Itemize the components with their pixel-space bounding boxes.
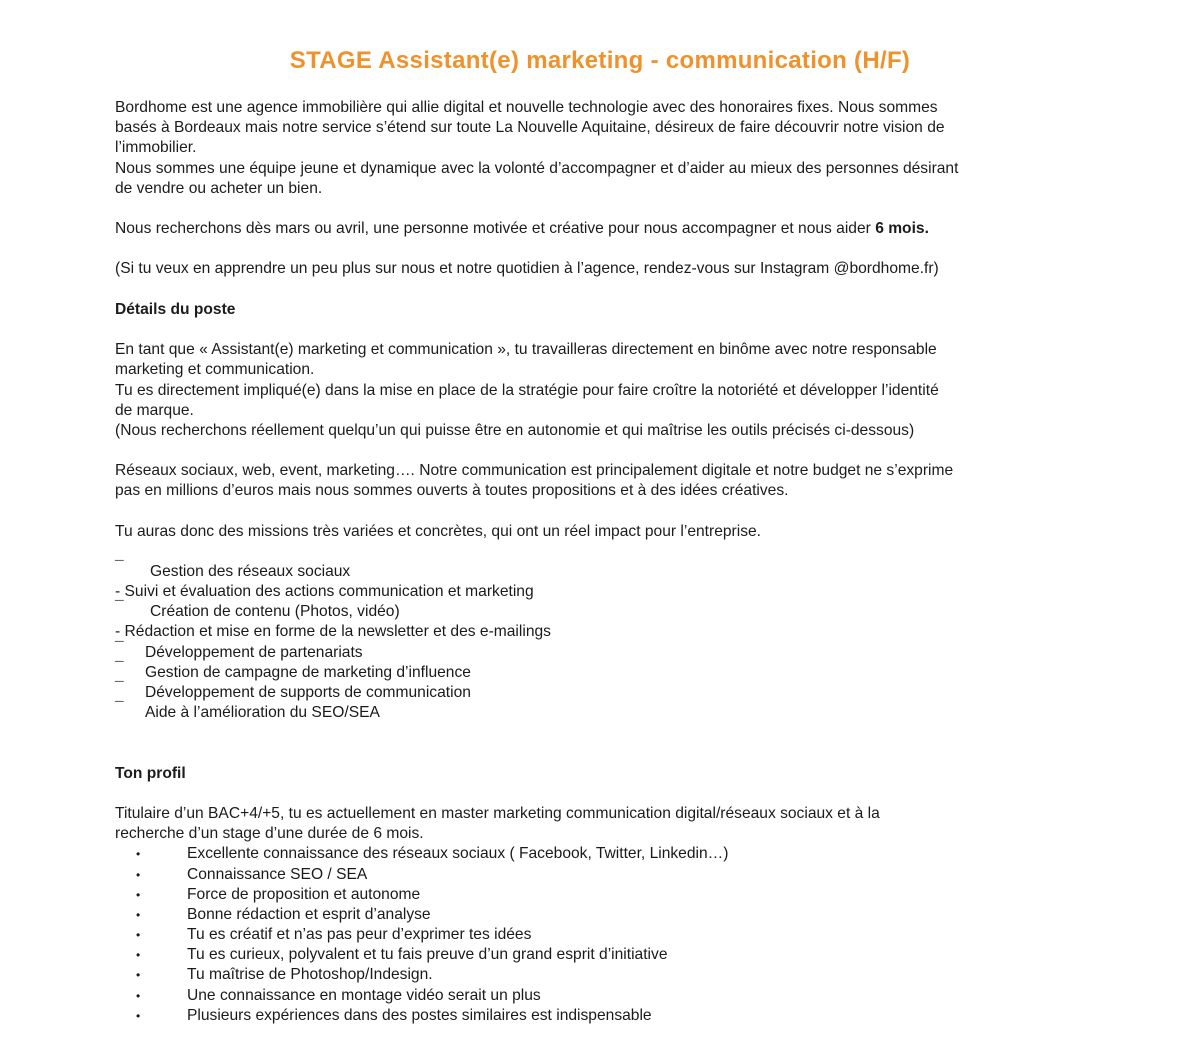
dash-icon: ¯ bbox=[115, 660, 124, 677]
details-line: marketing et communication. bbox=[115, 361, 315, 378]
details-line: Réseaux sociaux, web, event, marketing…. Notre communication est principalement digitale et notre budget ne s’exprime bbox=[115, 462, 954, 479]
page-title: STAGE Assistant(e) marketing - communication (H/F) bbox=[289, 47, 911, 74]
mission-text: - Suivi et évaluation des actions communication et marketing bbox=[115, 583, 534, 600]
bullet-icon: • bbox=[136, 847, 141, 861]
mission-text: Gestion de campagne de marketing d’influence bbox=[145, 664, 471, 681]
profile-bullet-text: Connaissance SEO / SEA bbox=[187, 866, 368, 883]
dash-icon: ¯ bbox=[115, 640, 124, 657]
profile-bullet-text: Force de proposition et autonome bbox=[187, 886, 421, 903]
bullet-icon: • bbox=[136, 928, 141, 942]
bullet-icon: • bbox=[136, 968, 141, 982]
bullet-icon: • bbox=[136, 888, 141, 902]
profile-bullet-text: Tu es créatif et n’as pas peur d’exprimer tes idées bbox=[187, 926, 532, 943]
bullet-icon: • bbox=[136, 1009, 141, 1023]
details-line: Tu es directement impliqué(e) dans la mise en place de la stratégie pour faire croître la notoriété et développer l’identité bbox=[115, 382, 939, 399]
profile-bullet-text: Une connaissance en montage vidéo serait un plus bbox=[187, 987, 541, 1004]
profile-bullet-text: Bonne rédaction et esprit d’analyse bbox=[187, 906, 431, 923]
dash-icon: ¯ bbox=[115, 599, 124, 616]
profile-line: Titulaire d’un BAC+4/+5, tu es actuellement en master marketing communication digital/réseaux sociaux et à la bbox=[115, 805, 880, 822]
mission-text: Gestion des réseaux sociaux bbox=[150, 563, 351, 580]
bullet-icon: • bbox=[136, 908, 141, 922]
profile-bullet-text: Plusieurs expériences dans des postes similaires est indispensable bbox=[187, 1007, 652, 1024]
mission-text: Développement de partenariats bbox=[145, 644, 363, 661]
dash-icon: ¯ bbox=[115, 559, 124, 576]
search-text: Nous recherchons dès mars ou avril, une personne motivée et créative pour nous accompagner et nous aider bbox=[115, 220, 876, 237]
intro-line: de vendre ou acheter un bien. bbox=[115, 180, 323, 197]
dash-icon: ¯ bbox=[115, 680, 124, 697]
details-line: (Nous recherchons réellement quelqu’un qui puisse être en autonomie et qui maîtrise les outils précisés ci-dessous) bbox=[115, 422, 915, 439]
details-line: de marque. bbox=[115, 402, 194, 419]
dash-icon: ¯ bbox=[115, 700, 124, 717]
intro-line: basés à Bordeaux mais notre service s’étend sur toute La Nouvelle Aquitaine, désireux de faire découvrir notre vision de bbox=[115, 119, 945, 136]
details-line: Tu auras donc des missions très variées et concrètes, qui ont un réel impact pour l’entreprise. bbox=[115, 523, 762, 540]
bullet-icon: • bbox=[136, 948, 141, 962]
profile-bullet-text: Tu maîtrise de Photoshop/Indesign. bbox=[187, 966, 433, 983]
intro-line: Nous sommes une équipe jeune et dynamique avec la volonté d’accompagner et d’aider au mieux des personnes désirant bbox=[115, 160, 959, 177]
internship-duration: 6 mois. bbox=[875, 220, 929, 237]
intro-line: Bordhome est une agence immobilière qui allie digital et nouvelle technologie avec des honoraires fixes. Nous sommes bbox=[115, 99, 938, 116]
instagram-note: (Si tu veux en apprendre un peu plus sur nous et notre quotidien à l’agence, rendez-vous sur Instagram @bordhome.fr) bbox=[115, 260, 939, 277]
mission-text: Création de contenu (Photos, vidéo) bbox=[150, 603, 400, 620]
intro-line: l’immobilier. bbox=[115, 139, 197, 156]
profile-bullet-text: Excellente connaissance des réseaux sociaux ( Facebook, Twitter, Linkedin…) bbox=[187, 845, 729, 862]
bullet-icon: • bbox=[136, 868, 141, 882]
mission-text: - Rédaction et mise en forme de la newsletter et des e-mailings bbox=[115, 623, 551, 640]
details-heading: Détails du poste bbox=[115, 301, 236, 318]
details-line: En tant que « Assistant(e) marketing et communication », tu travailleras directement en binôme avec notre responsable bbox=[115, 341, 937, 358]
profile-line: recherche d’un stage d’une durée de 6 mois. bbox=[115, 825, 424, 842]
search-sentence bbox=[115, 219, 929, 239]
mission-text: Développement de supports de communication bbox=[145, 684, 471, 701]
details-line: pas en millions d’euros mais nous sommes ouverts à toutes propositions et à des idées créatives. bbox=[115, 482, 789, 499]
bullet-icon: • bbox=[136, 989, 141, 1003]
profile-bullet-text: Tu es curieux, polyvalent et tu fais preuve d’un grand esprit d’initiative bbox=[187, 946, 668, 963]
profile-heading: Ton profil bbox=[115, 765, 186, 782]
mission-text: Aide à l’amélioration du SEO/SEA bbox=[145, 704, 380, 721]
